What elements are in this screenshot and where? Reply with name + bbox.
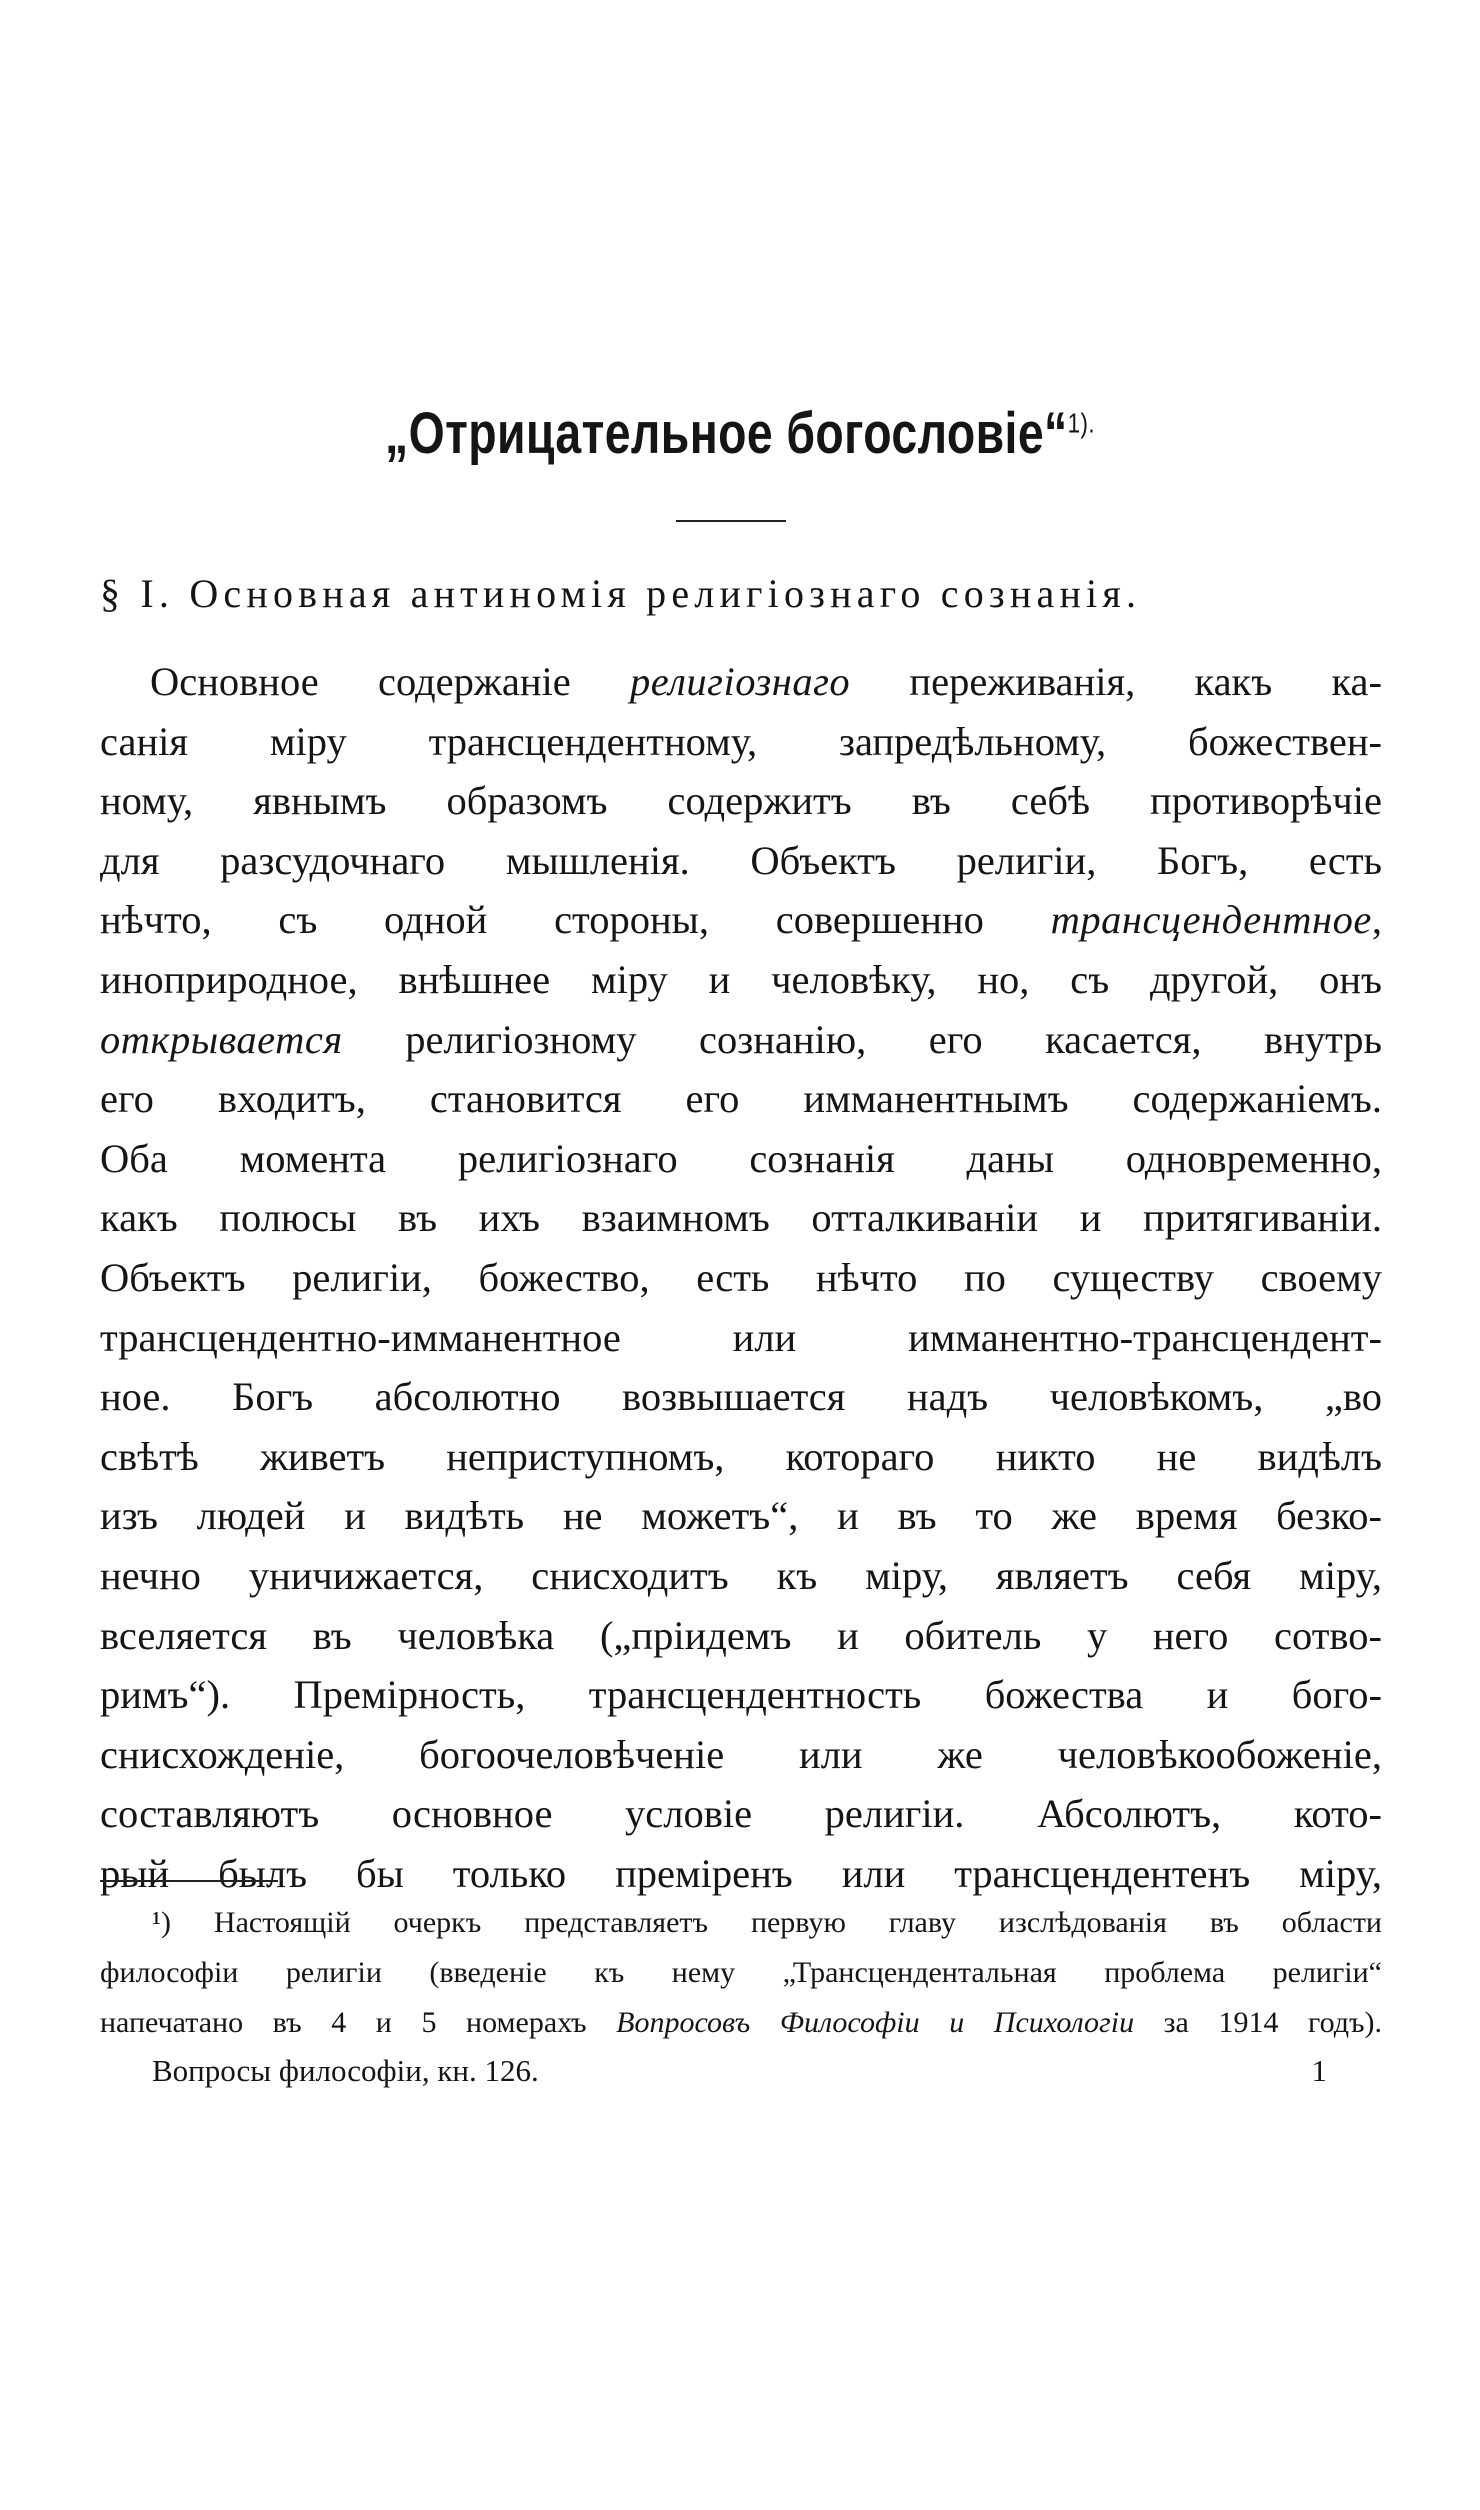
text-line: Основное содержаніе религіознаго переживанія, какъ ка- [150,659,1382,704]
emphasis: религіознаго [630,659,851,704]
footnote-line: философіи религіи (введеніе къ нему „Трансцендентальная проблема религіи“ [100,1956,1382,1989]
emphasis: Вопросовъ Философіи и Психологіи [616,2006,1135,2039]
body-text [100,652,1382,1903]
text-line: открывается религіозному сознанію, его касается, внутрь [100,1016,1382,1062]
page-title [148,400,1332,467]
text-line: изъ людей и видѣть не можетъ“, и въ то же время безко- [100,1493,1382,1539]
text-line: нѣчто, съ одной стороны, совершенно трансцендентное, [100,897,1382,943]
text-line: римъ“). Премірность, трансцендентность божества и бого- [100,1672,1382,1718]
page-footer [152,2053,1327,2089]
sheet-number: 1 [1311,2053,1327,2088]
text-line: какъ полюсы въ ихъ взаимномъ отталкиваніи и притягиваніи. [100,1195,1382,1241]
text-line: нечно уничижается, снисходитъ къ міру, являетъ себя міру, [100,1552,1382,1598]
text-line: вселяется въ человѣка („пріидемъ и обитель у него сотво- [100,1612,1382,1658]
text-line: трансцендентно-имманентное или имманентно-трансцендент- [100,1314,1382,1360]
journal-signature: Вопросы философіи, кн. 126. [152,2053,539,2088]
text-line: рый былъ бы только преміренъ или трансцендентенъ міру, [100,1850,1382,1896]
text-line: его входитъ, становится его имманентнымъ содержаніемъ. [100,1076,1382,1122]
text-line: Объектъ религіи, божество, есть нѣчто по существу своему [100,1254,1382,1300]
footnote-divider [100,1880,278,1882]
text-line: составляютъ основное условіе религіи. Абсолютъ, кото- [100,1791,1382,1837]
title-text: „Отрицательное богословіе“ [384,401,1068,466]
title-divider [676,520,786,522]
text-line: ному, явнымъ образомъ содержитъ въ себѣ противорѣчіе [100,778,1382,824]
text-line: Оба момента религіознаго сознанія даны одновременно, [100,1135,1382,1181]
text-line: свѣтѣ живетъ неприступномъ, котораго никто не видѣлъ [100,1433,1382,1479]
footnote-line: ¹) Настоящій очеркъ представляетъ первую главу изслѣдованія въ области [152,1906,1382,1939]
title-footnote-mark: 1). [1067,407,1095,439]
text-line: ное. Богъ абсолютно возвышается надъ человѣкомъ, „во [100,1374,1382,1420]
text-line: для разсудочнаго мышленія. Объектъ религіи, Богъ, есть [100,837,1382,883]
section-heading: § I. Основная антиномія религіознаго сознанія. [100,571,1142,616]
footnote [100,1898,1382,2048]
emphasis: открывается [100,1016,343,1062]
text-line: иноприродное, внѣшнее міру и человѣку, но, съ другой, онъ [100,956,1382,1002]
text-line: санія міру трансцендентному, запредѣльному, божествен- [100,718,1382,764]
text-line: снисхожденіе, богоочеловѣченіе или же человѣкообоженіе, [100,1731,1382,1777]
footnote-line: напечатано въ 4 и 5 номерахъ Вопросовъ Философіи и Психологіи за 1914 годъ). [100,2006,1382,2039]
emphasis: трансцендентное [1050,897,1372,943]
